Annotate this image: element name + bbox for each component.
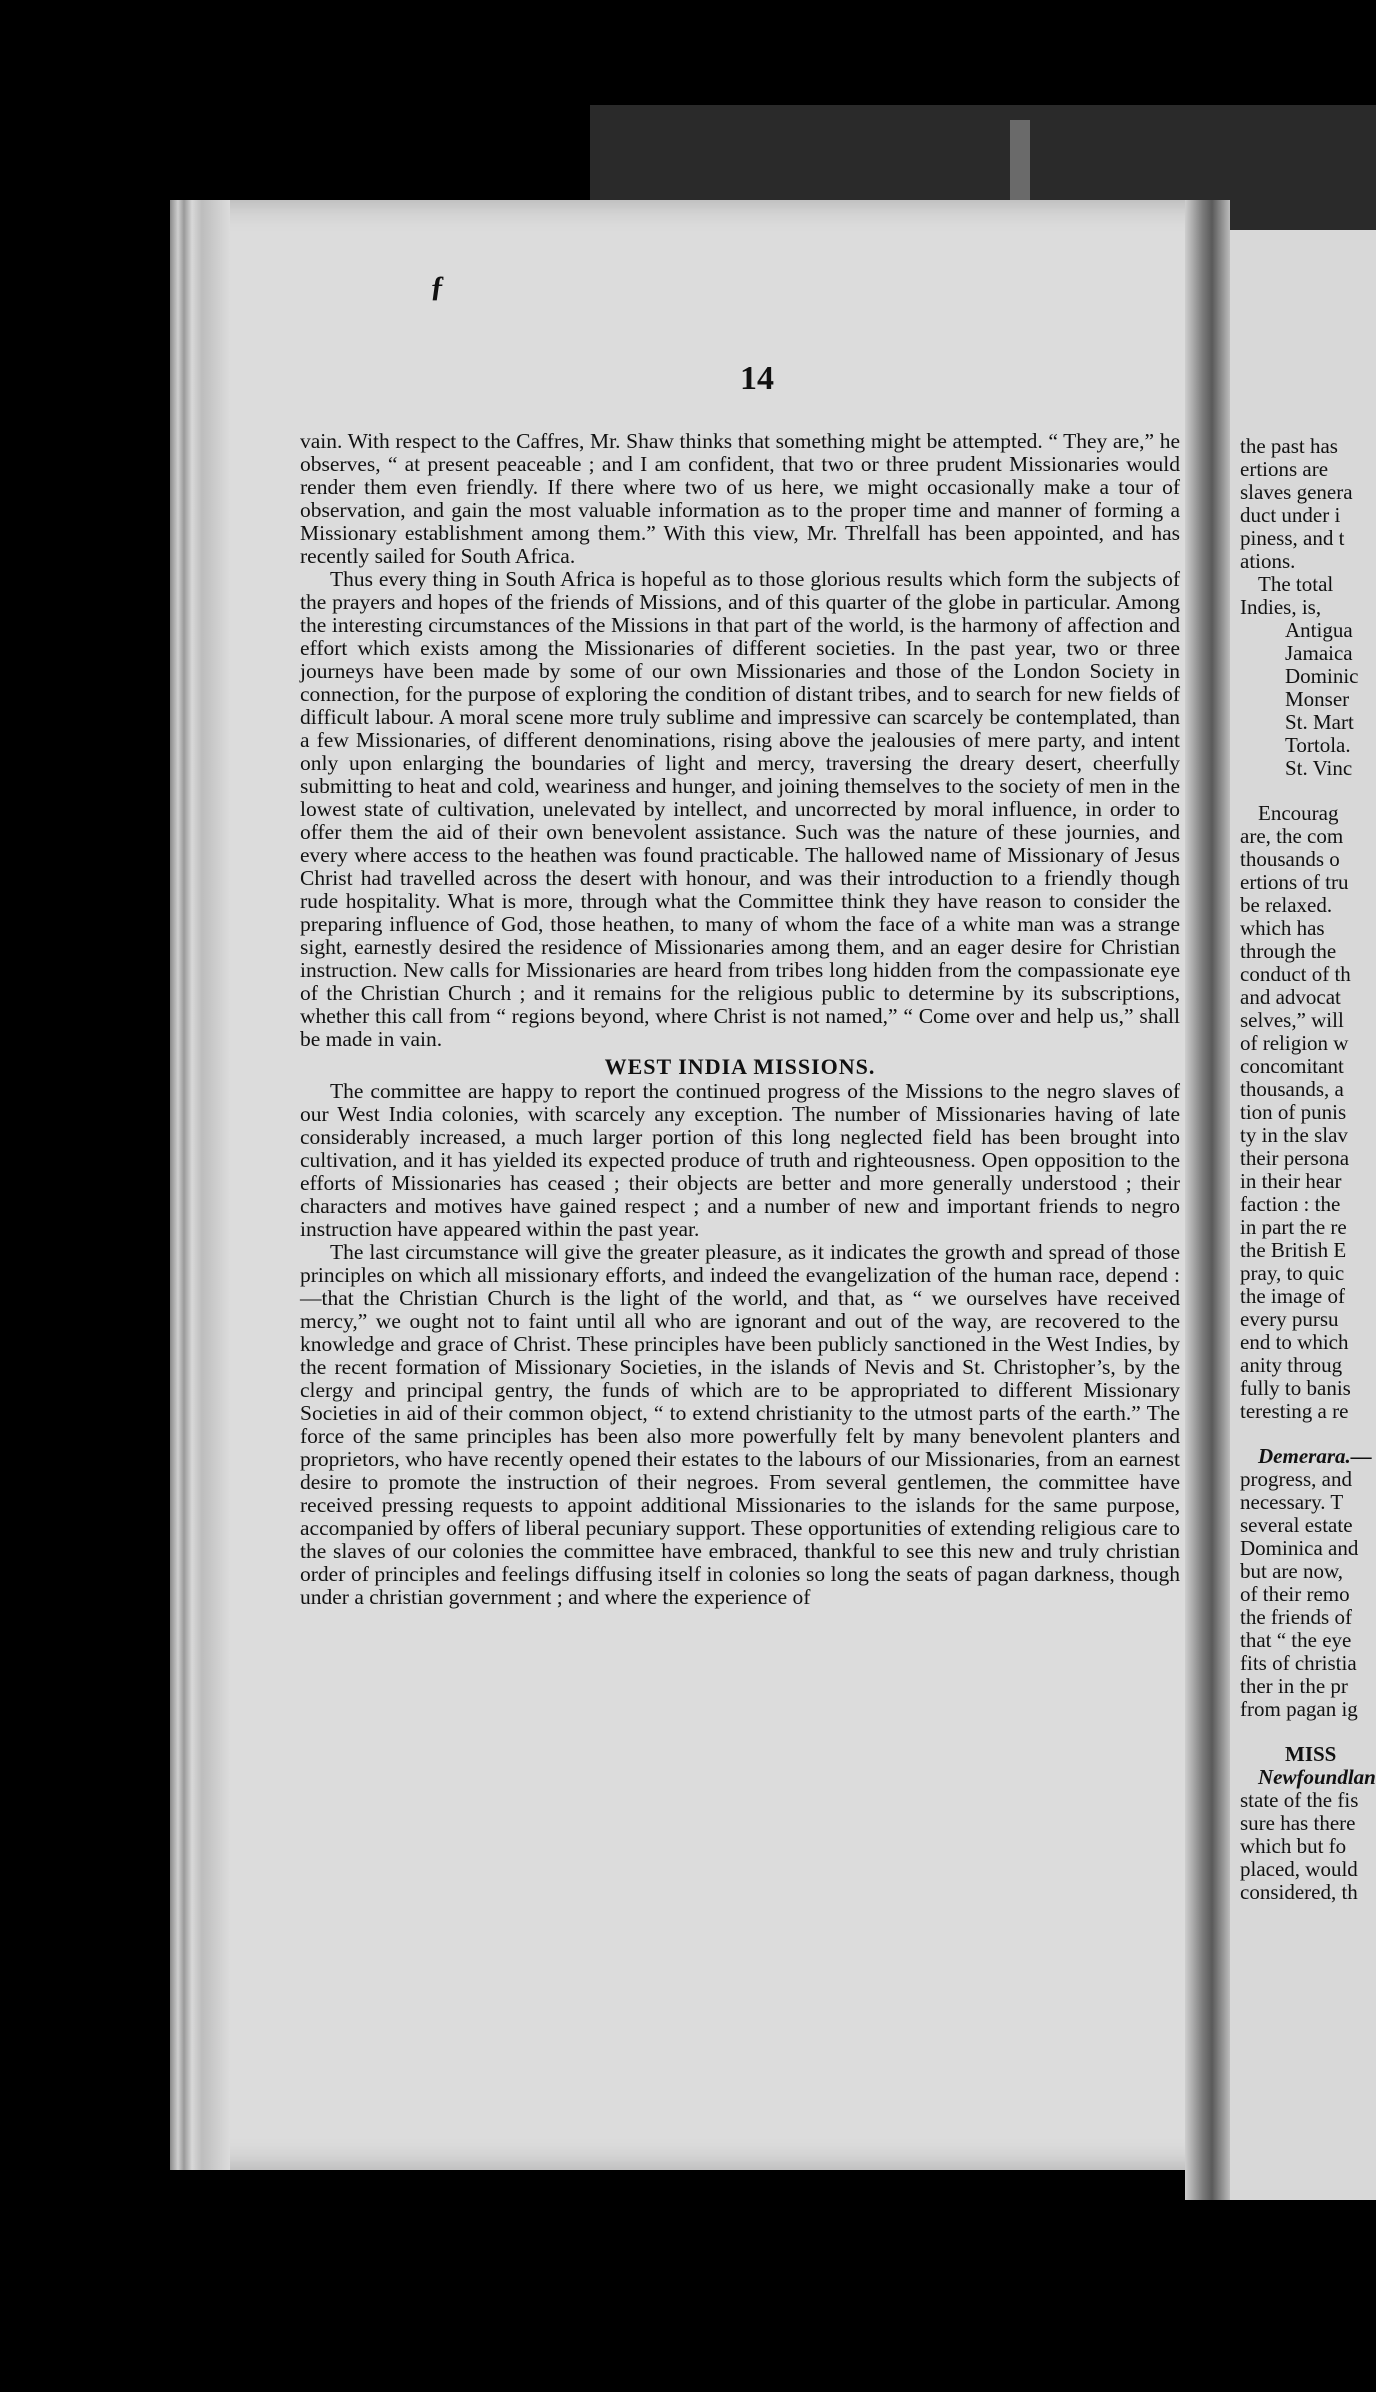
right-page-line: ertions are bbox=[1240, 458, 1329, 481]
right-page-line: necessary. T bbox=[1240, 1491, 1344, 1514]
main-text bbox=[300, 430, 1180, 1609]
right-page-line: the image of bbox=[1240, 1285, 1345, 1308]
right-page-line: ertions of tru bbox=[1240, 871, 1349, 894]
right-page-line: Monser bbox=[1285, 688, 1350, 711]
right-page-line: Antigua bbox=[1285, 619, 1353, 642]
right-page-line: ations. bbox=[1240, 550, 1296, 573]
right-page-line: several estate bbox=[1240, 1514, 1353, 1537]
right-page-line: St. Mart bbox=[1285, 711, 1354, 734]
right-page-line: considered, th bbox=[1240, 1881, 1358, 1904]
right-page-line: be relaxed. bbox=[1240, 894, 1333, 917]
right-page-line: ty in the slav bbox=[1240, 1124, 1348, 1147]
page-edge bbox=[170, 200, 230, 2170]
right-page-line: in part the re bbox=[1240, 1216, 1347, 1239]
right-page-line: state of the fis bbox=[1240, 1789, 1359, 1812]
right-page-line: slaves genera bbox=[1240, 481, 1353, 504]
right-page-line: through the bbox=[1240, 940, 1337, 963]
right-page-line: progress, and bbox=[1240, 1468, 1352, 1491]
right-page-line: Indies, is, bbox=[1240, 596, 1322, 619]
right-page-line: teresting a re bbox=[1240, 1400, 1349, 1423]
right-page-line: pray, to quic bbox=[1240, 1262, 1345, 1285]
right-page-line: from pagan ig bbox=[1240, 1698, 1358, 1721]
right-page-line: end to which bbox=[1240, 1331, 1349, 1354]
right-page-line: and advocat bbox=[1240, 986, 1341, 1009]
paragraph: The last circumstance will give the greater pleasure, as it indicates the growth and spread of those principles on which all missionary efforts, and indeed the evangelization of the human race, depend :—that the Christian Church is the light of the world, and that, as “ we ourselves have received mercy,” we ought not to faint until all who are ignorant and out of the way, are recovered to the knowledge and grace of Christ. These principles have been publicly sanctioned in the West Indies, by the recent formation of Missionary Societies, in the islands of Nevis and St. Christopher’s, by the clergy and principal gentry, the funds of which are to be appropriated to different Missionary Societies in aid of their common object, “ to extend christianity to the utmost parts of the earth.” The force of the same principles has been also more powerfully felt by many benevolent planters and proprietors, who have recently opened their estates to the labours of our Missionaries, from an earnest desire to promote the instruction of their negroes. From several gentlemen, the committee have received pressing requests to appoint additional Missionaries to the islands for the same purpose, accompanied by offers of liberal pecuniary support. These opportunities of extending religious care to the slaves of our colonies the committee have embraced, thankful to see this new and truly christian order of principles and feelings diffusing itself in colonies so long the seats of pagan darkness, though under a christian government ; and where the experience of bbox=[300, 1240, 1180, 1609]
right-page-line: of religion w bbox=[1240, 1032, 1349, 1055]
right-page-line: Dominica and bbox=[1240, 1537, 1359, 1560]
right-page-line: fully to banis bbox=[1240, 1377, 1351, 1400]
right-page-line: but are now, bbox=[1240, 1560, 1344, 1583]
right-page-line: that “ the eye bbox=[1240, 1629, 1352, 1652]
right-page-line: the past has bbox=[1240, 435, 1338, 458]
book-gutter bbox=[1185, 200, 1230, 2340]
right-page-text bbox=[1240, 435, 1376, 1904]
right-page-line: the British E bbox=[1240, 1239, 1347, 1262]
section-heading: WEST INDIA MISSIONS. bbox=[604, 1054, 876, 1079]
paragraph: vain. With respect to the Caffres, Mr. Shaw thinks that something might be attempted. “ They are,” he observes, “ at present peaceable ; and I am confident, that two or three prudent Missionaries would render them even friendly. If there where two of us here, we might occasionally make a tour of observation, and gain the most valuable information as to the proper time and manner of forming a Missionary establishment among them.” With this view, Mr. Threlfall has been appointed, and has recently sailed for South Africa. bbox=[300, 429, 1180, 568]
right-page-line: the friends of bbox=[1240, 1606, 1352, 1629]
right-page-line: their persona bbox=[1240, 1147, 1350, 1170]
right-page-line: conduct of th bbox=[1240, 963, 1351, 986]
scan-border bbox=[0, 2200, 1376, 2392]
right-page-line: Newfoundlan bbox=[1258, 1766, 1376, 1789]
right-page-line: thousands, a bbox=[1240, 1078, 1344, 1101]
right-page-line: Jamaica bbox=[1285, 642, 1353, 665]
paragraph: Thus every thing in South Africa is hopeful as to those glorious results which form the subjects of the prayers and hopes of the friends of Missions, and of this quarter of the globe in particular. Among the interesting circumstances of the Missions in that part of the world, is the harmony of affection and effort which exists among the Missionaries of different societies. In the past year, two or three journeys have been made by some of our own Missionaries and those of the London Society in connection, for the purpose of exploring the condition of distant tribes, and to search for new fields of difficult labour. A moral scene more truly sublime and impressive can scarcely be contemplated, than a few Missionaries, of different denominations, rising above the jealousies of mere party, and intent only upon enlarging the boundaries of light and mercy, traversing the dreary desert, cheerfully submitting to heat and cold, weariness and hunger, and joining themselves to the society of men in the lowest state of cultivation, unelevated by intellect, and uncorrected by moral influence, in order to offer them the aid of their own benevolent assistance. Such was the nature of these journies, and every where access to the heathen was found practicable. The hallowed name of Missionary of Jesus Christ had travelled across the desert with honour, and was their introduction to a friendly though rude hospitality. What is more, through what the Committee think they have reason to consider the preparing influence of God, those heathen, to many of whom the face of a white man was a strange sight, earnestly desired the residence of Missionaries among them, and an eager desire for Christian instruction. New calls for Missionaries are heard from tribes long hidden from the compassionate eye of the Christian Church ; and it remains for the religious public to determine by its subscriptions, whether this call from “ regions beyond, where Christ is not named,” “ Come over and help us,” shall be made in vain. bbox=[300, 567, 1180, 1051]
right-page-line: tion of punis bbox=[1240, 1101, 1347, 1124]
right-page-line: in their hear bbox=[1240, 1170, 1342, 1193]
right-page-line: MISS bbox=[1285, 1743, 1337, 1766]
page-number: 14 bbox=[740, 360, 774, 397]
right-page-line: ther in the pr bbox=[1240, 1675, 1348, 1698]
paragraph: The committee are happy to report the continued progress of the Missions to the negro slaves of our West India colonies, with scarcely any exception. The number of Missionaries having of late considerably increased, a much larger portion of this long neglected field has been brought into cultivation, and it has yielded its expected produce of truth and righteousness. Open opposition to the efforts of Missionaries has ceased ; their objects are better and more generally understood ; their characters and motives have gained respect ; and a number of new and important friends to negro instruction have appeared within the past year. bbox=[300, 1079, 1180, 1241]
right-page-line: faction : the bbox=[1240, 1193, 1341, 1216]
right-page-line: sure has there bbox=[1240, 1812, 1356, 1835]
right-page-line: anity throug bbox=[1240, 1354, 1343, 1377]
right-page-line: Encourag bbox=[1258, 802, 1339, 825]
right-page-line: piness, and t bbox=[1240, 527, 1345, 550]
right-page-line: every pursu bbox=[1240, 1308, 1339, 1331]
right-page-line: The total bbox=[1258, 573, 1334, 596]
right-page-line: St. Vinc bbox=[1285, 757, 1353, 780]
right-page-line: are, the com bbox=[1240, 825, 1344, 848]
right-page-line: Demerara.— bbox=[1258, 1445, 1372, 1468]
margin-mark: ƒ bbox=[430, 270, 445, 303]
right-page-line: fits of christia bbox=[1240, 1652, 1357, 1675]
right-page-line: which has bbox=[1240, 917, 1325, 940]
right-page-line: Dominic bbox=[1285, 665, 1359, 688]
right-page-line: which but fo bbox=[1240, 1835, 1347, 1858]
right-page-line: concomitant bbox=[1240, 1055, 1344, 1078]
right-page-line: selves,” will bbox=[1240, 1009, 1344, 1032]
right-page-line: placed, would bbox=[1240, 1858, 1358, 1881]
right-page-line: duct under i bbox=[1240, 504, 1341, 527]
right-page-line: of their remo bbox=[1240, 1583, 1350, 1606]
right-page-line: Tortola. bbox=[1285, 734, 1351, 757]
right-page-line: thousands o bbox=[1240, 848, 1340, 871]
